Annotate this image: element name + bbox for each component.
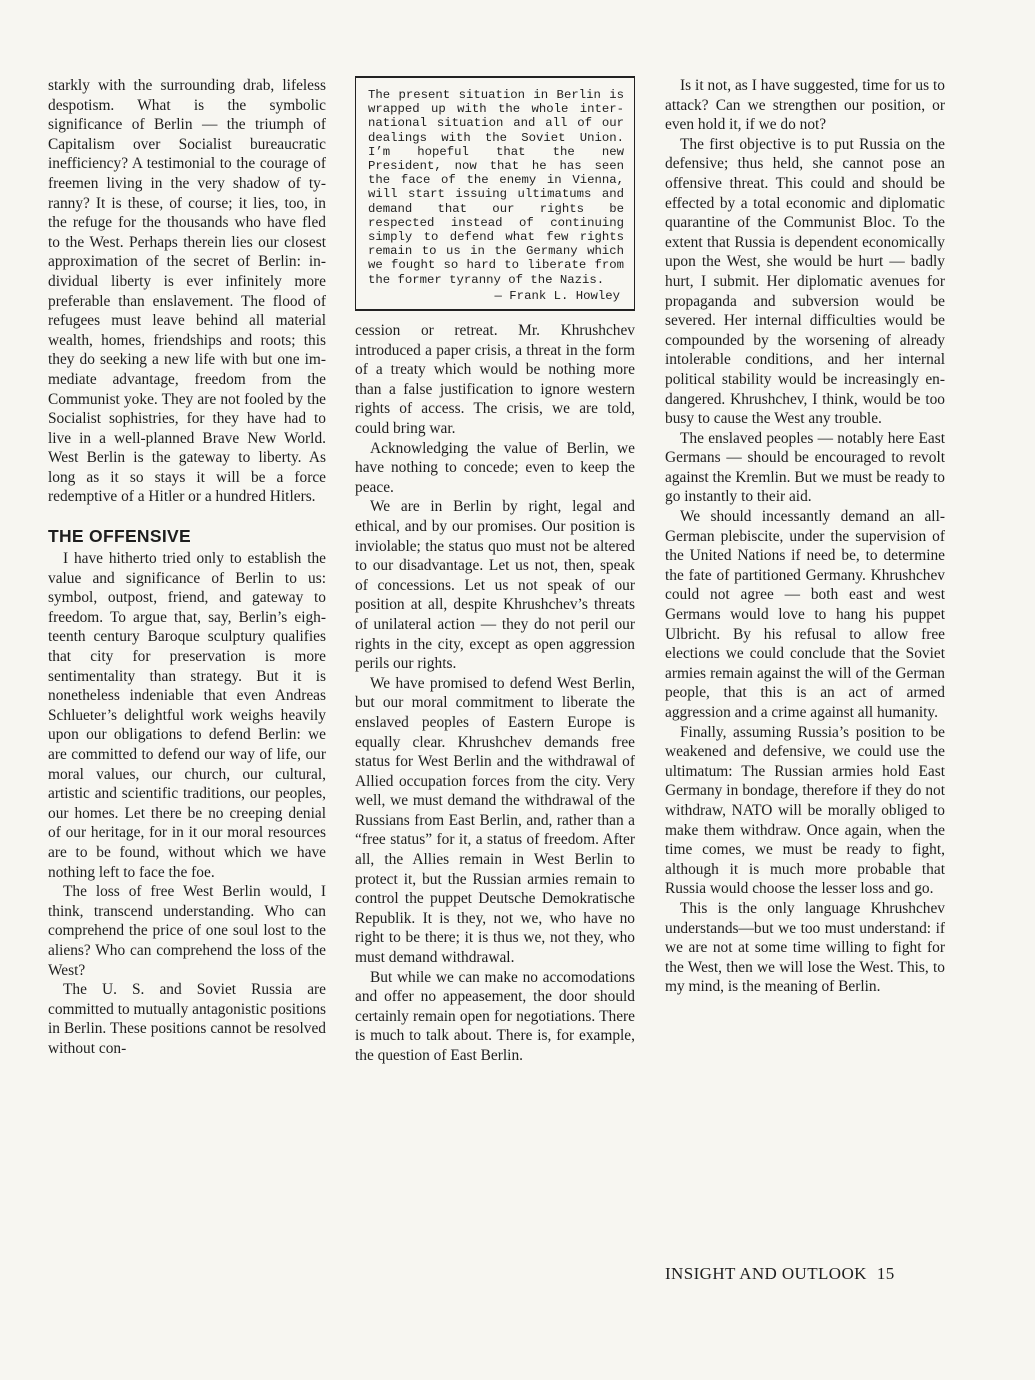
paragraph: Acknowledging the value of Berlin, we have nothing to concede; even to keep the peace.: [355, 439, 635, 496]
page-number: 15: [876, 1264, 895, 1283]
paragraph: We have promised to defend West Berlin, but our moral commitment to liberate the enslaved peoples of Eastern Europe is equally clear. Khrushchev demands free status for West Berlin and the withdrawal of Allied occupation forces from the city. Very well, we must demand the withdrawal of the Russians from East Berlin, and, rather than a “free status” for it, a status of freedom. After all, the Allies remain in West Berlin to protect it, but the Russian armies remain to control the puppet Deutsche Demokratische Republik. It is they, not we, who have no right to be there; it is thus we, not they, who must demand withdrawal.: [355, 674, 635, 967]
column-3: [665, 76, 945, 997]
section-heading: THE OFFENSIVE: [48, 526, 191, 547]
paragraph: The U. S. and Soviet Russia are committed to mutually antagonistic positions in Berlin. These positions cannot be resolved without con-: [48, 981, 326, 1057]
paragraph: We are in Berlin by right, legal and ethical, and by our promises. Our position is inviolable; the status quo must not be altered to our disadvantage. Let us not, then, speak of concessions. Let us not speak of our position at all, despite Khrushchev’s threats of unilateral action — they do not peril our rights in the city, except as open aggression perils our rights.: [355, 498, 635, 673]
paragraph: The loss of free West Berlin would, I think, transcend understanding. Who can comprehend the price of one soul lost to the aliens? Who can comprehend the loss of the West?: [48, 883, 326, 979]
pull-quote-box: [355, 76, 635, 311]
paragraph: I have hitherto tried only to establish the value and significance of Berlin to us: symbol, outpost, friend, and gateway to freedom. To argue that, say, Berlin’s eighteenth century Baroque sculptury qualifies that city for preservation is more sentimentality than strategy. But it is nonetheless indeniable that even Andreas Schlueter’s delightful work weighs heavily upon our obligations to defend Berlin: we are committed to defend our way of life, our moral values, our church, our cultural, artistic and scientific traditions, our peoples, our homes. Let there be no creeping denial of our heritage, for in it our moral resources are to be found, without which we have nothing left to face the foe.: [48, 550, 326, 881]
column-1: [48, 76, 326, 1059]
paragraph: The enslaved peoples — notably here East Germans — should be encouraged to revolt against the Kremlin. But we must be ready to go instantly to their aid.: [665, 429, 945, 506]
paragraph: We should incessantly demand an all-German plebiscite, under the supervision of the United Nations if need be, to determine the fate of partitioned Germany. Khrushchev could not agree — both east and west Germans would love to hang his puppet Ulbricht. By his refusal to allow free elections we could conclude that the Soviet armies remain against the will of the German people, that this is an act of armed aggression and a crime against all humanity.: [665, 508, 945, 721]
paragraph: This is the only language Khrushchev understands—but we too must understand: if we are not at some time willing to fight for the West, then we will lose the West. This, to my mind, is the meaning of Berlin.: [665, 899, 945, 996]
paragraph: cession or retreat. Mr. Khrushchev introduced a paper crisis, a threat in the form of a treaty which would be nothing more than a false justification to ignore western rights of access. The crisis, we are told, could bring war.: [355, 322, 635, 438]
paragraph: starkly with the surrounding drab, lifeless despotism. What is the symbolic significance of Berlin — the triumph of Capitalism over Socialist bureaucratic inefficiency? A testimonial to the courage of freemen living in the very shadow of tyranny? It is these, of course; it lies, too, in the refuge for the thousands who have fled to the West. Perhaps therein lies our closest approximation of the secret of Berlin: individual liberty is ever infinitely more preferable than enslavement. The flood of refugees must leave behind all material wealth, homes, friendships and roots; this they do seeking a new life with but one immediate advantage, freedom from the Communist yoke. They are not fooled by the Socialist sophistries, for they have had to live in a well-planned Brave New World. West Berlin is the gateway to liberty. As long as it so stays it will be a force redemptive of a Hitler or a hundred Hitlers.: [48, 77, 326, 506]
pull-quote-text: The present situation in Berlin is wrapped up with the whole international situation and all of our dealings with the Soviet Union. I’m hopeful that the new President, now that he has seen the face of the enemy in Vienna, will start issuing ultimatums and demand that our rights be respected instead of continuing simply to defend what few rights remain to us in the Germany which we fought so hard to liberate from the former tyranny of the Nazis.: [368, 88, 624, 287]
pull-quote-author: — Frank L. Howley: [494, 288, 620, 303]
page-footer: [665, 1264, 955, 1284]
paragraph: Finally, assuming Russia’s position to be weakened and defensive, we could use the ultimatum: The Russian armies hold East Germany in bondage, therefore if they do not withdraw, NATO will be morally obliged to make them withdraw. Once again, when the time comes, we must be ready to fight, although it is much more probable that Russia would choose the lesser loss and go.: [665, 723, 945, 898]
paragraph: Is it not, as I have suggested, time for us to attack? Can we strengthen our position, or even hold it, if we do not?: [665, 77, 945, 134]
paragraph: But while we can make no accomodations and offer no appeasement, the door should certainly remain open for negotiations. There is much to talk about. There is, for example, the question of East Berlin.: [355, 968, 635, 1065]
publication-name: INSIGHT AND OUTLOOK: [665, 1264, 867, 1283]
paragraph: The first objective is to put Russia on the defensive; thus held, she cannot pose an offensive threat. This could and should be effected by a total economic and diplomatic quarantine of the Communist Bloc. To the extent that Russia is dependent economically upon the West, she would be hurt — badly hurt, I submit. Her diplomatic avenues for propaganda and subversion would be severed. Her internal difficulties would be compounded by the worsening of already intolerable conditions, and her internal political stability would be increasingly endangered. Khrushchev, I think, would be too busy to cause the West any trouble.: [665, 135, 945, 428]
column-2: [355, 76, 635, 1066]
